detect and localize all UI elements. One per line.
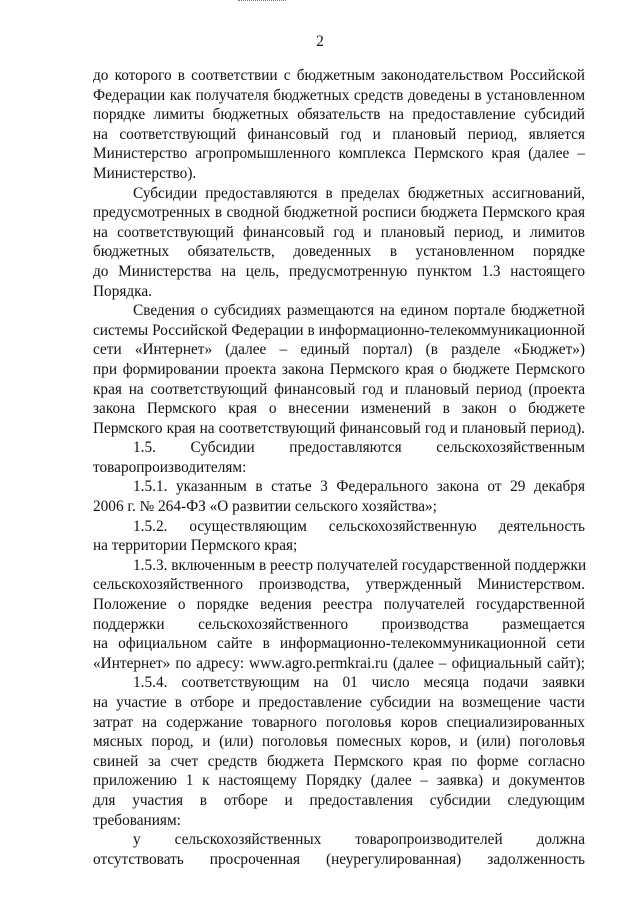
text-line: 1.5.1. указанным в статье 3 Федерального закона от 29 декабря bbox=[133, 478, 585, 496]
text-line: у сельскохозяйственных товаропроизводителей должна bbox=[133, 831, 585, 849]
text-line: свиней за счет средств бюджета Пермского края по форме согласно bbox=[93, 752, 585, 770]
text-line: затрат на содержание товарного поголовья коров специализированных bbox=[93, 713, 585, 731]
text-line: 1.5. Субсидии предоставляются сельскохозяйственным bbox=[133, 439, 585, 457]
text-line: на участие в отборе и предоставление субсидии на возмещение части bbox=[93, 694, 585, 711]
text-line: приложению 1 к настоящему Порядку (далее – заявка) и документов bbox=[93, 772, 585, 790]
document-body bbox=[93, 66, 585, 869]
text-line: 1.5.3. включенным в реестр получателей государственной поддержки bbox=[133, 556, 587, 574]
text-line: Пермского края на соответствующий финансовый год и плановый период). bbox=[93, 419, 585, 437]
text-line: мясных пород, и (или) поголовья помесных коров, и (или) поголовья bbox=[93, 733, 585, 751]
text-line: для участия в отборе и предоставления субсидии следующим bbox=[93, 791, 585, 809]
text-line: на соответствующий финансовый год и плановый период, является bbox=[93, 125, 585, 143]
scan-artifact bbox=[238, 0, 286, 4]
text-line: на территории Пермского края; bbox=[93, 537, 298, 555]
text-line: Положение о порядке ведения реестра получателей государственной bbox=[93, 596, 585, 614]
text-line: Министерство агропромышленного комплекса Пермского края (далее – bbox=[93, 145, 585, 163]
text-line: поддержки сельскохозяйственного производства размещается bbox=[93, 615, 585, 633]
text-line: 1.5.4. соответствующим на 01 число месяца подачи заявки bbox=[133, 674, 585, 692]
text-line: требованиям: bbox=[93, 811, 181, 829]
text-line: системы Российской Федерации в информационно-телекоммуникационной bbox=[93, 321, 585, 339]
text-line: Порядка. bbox=[93, 282, 152, 300]
text-line: до Министерства на цель, предусмотренную пунктом 1.3 настоящего bbox=[93, 262, 585, 280]
text-line: на официальном сайте в информационно-телекоммуникационной сети bbox=[93, 635, 585, 653]
text-line: отсутствовать просроченная (неурегулированная) задолженность bbox=[93, 850, 585, 868]
text-line: предусмотренных в сводной бюджетной росписи бюджета Пермского края bbox=[93, 204, 585, 222]
page-number: 2 bbox=[316, 33, 324, 50]
text-line: 2006 г. № 264-ФЗ «О развитии сельского хозяйства»; bbox=[93, 498, 437, 516]
text-line: на соответствующий финансовый год и плановый период, и лимитов bbox=[93, 223, 585, 241]
text-line: порядке лимиты бюджетных обязательств на предоставление субсидий bbox=[93, 106, 585, 124]
text-line: закона Пермского края о внесении изменений в закон о бюджете bbox=[93, 400, 585, 418]
text-line: товаропроизводителям: bbox=[93, 458, 247, 476]
text-line: Федерации как получателя бюджетных средств доведены в установленном bbox=[93, 86, 585, 104]
text-line: до которого в соответствии с бюджетным законодательством Российской bbox=[93, 67, 585, 84]
text-line: сельскохозяйственного производства, утвержденный Министерством. bbox=[93, 576, 585, 594]
text-line: сети «Интернет» (далее – единый портал) (в разделе «Бюджет») bbox=[93, 341, 585, 359]
text-line: «Интернет» по адресу: www.agro.permkrai.ru (далее – официальный сайт); bbox=[93, 654, 585, 672]
text-line: 1.5.2. осуществляющим сельскохозяйственную деятельность bbox=[133, 517, 585, 535]
text-line: Субсидии предоставляются в пределах бюджетных ассигнований, bbox=[133, 184, 585, 202]
text-line: Министерство). bbox=[93, 164, 197, 182]
text-line: бюджетных обязательств, доведенных в установленном порядке bbox=[93, 243, 585, 261]
text-line: Сведения о субсидиях размещаются на едином портале бюджетной bbox=[133, 302, 585, 320]
text-line: при формировании проекта закона Пермского края о бюджете Пермского bbox=[93, 360, 585, 378]
text-line: края на соответствующий финансовый год и плановый период (проекта bbox=[93, 380, 585, 398]
